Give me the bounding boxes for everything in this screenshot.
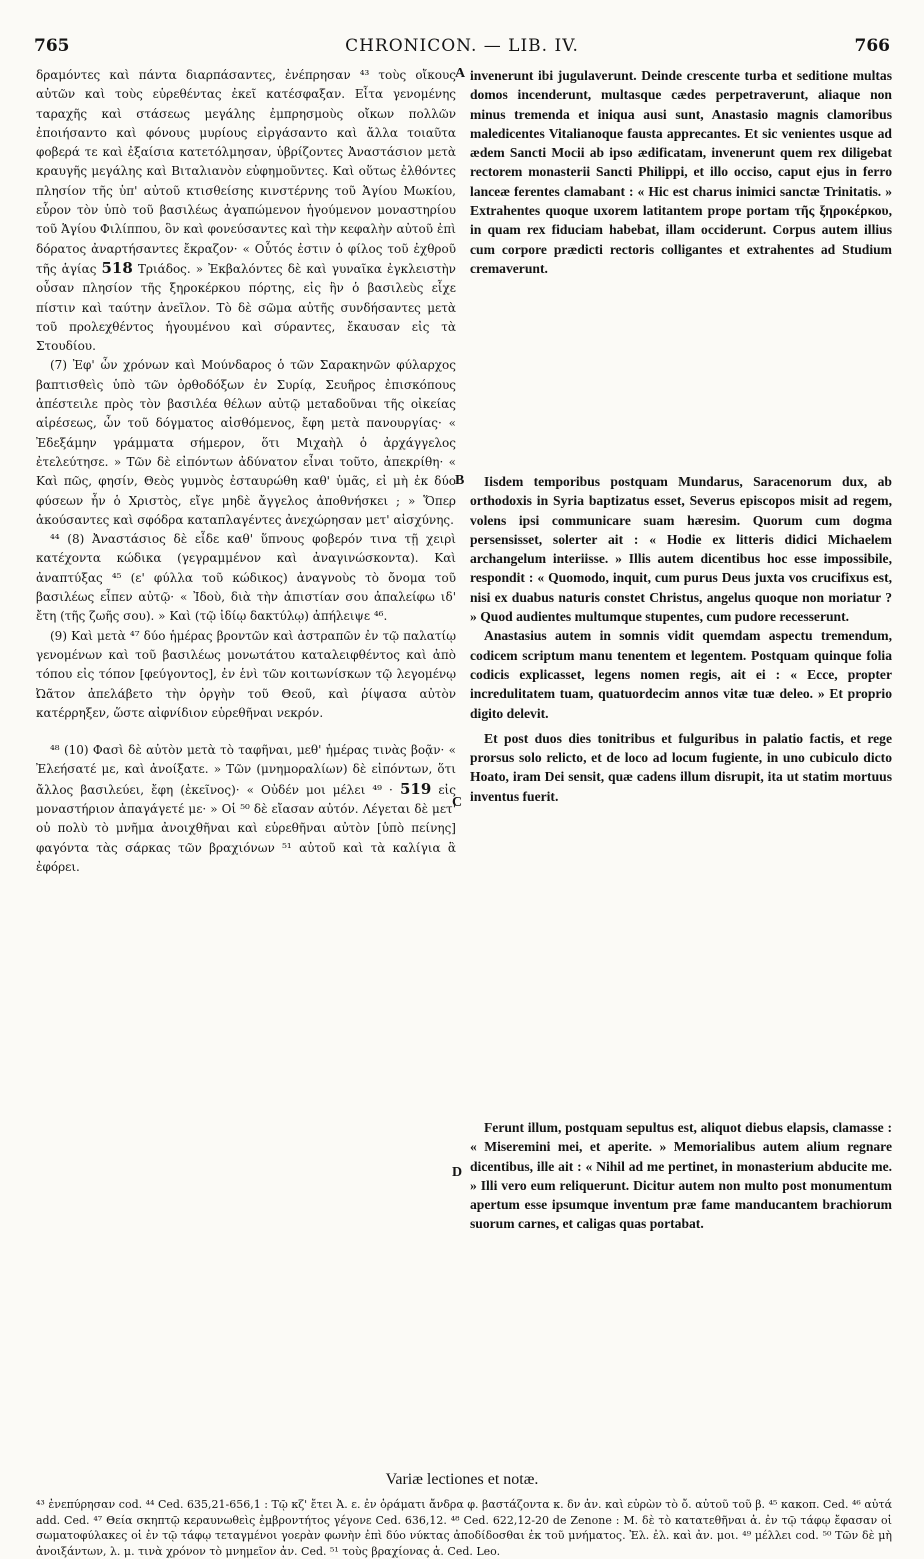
latin-paragraph-2: Iisdem temporibus postquam Mundarus, Saracenorum dux, ab orthodoxis in Syria baptizatus esset, Severus episcopos misit ad regem, volens ipsi communicare suam hæresim. Quorum cum dogma persensisset, solerter ait : « Hodie ex litteris didici Michaelem archangelum interiisse. » Illis autem dicentibus hoc esse impossibile, respondit : « Quomodo, inquit, cum purus Deus juxta vos crucifixus est, nisi ex duabus naturis constet Christus, angelus quoque non moriatur ? » Quod audientes multumque stupentes, cum pudore recesserunt. bbox=[470, 474, 892, 625]
marker-d: D bbox=[452, 1165, 463, 1180]
greek-paragraph-9: (9) Καὶ μετὰ ⁴⁷ δύο ἡμέρας βροντῶν καὶ ἀστραπῶν ἐν τῷ παλατίῳ γενομένων καὶ τοῦ βασιλέως μονωτάτου καταλειφθέντος καὶ ἀπὸ τόπου εἰς τόπον [φεύγοντος], ἐν ἑνὶ τῶν κοιτωνίσκων τῷ λεγομένῳ Ὠᾶτον ἀπελάβετο τὴν ὀργὴν τοῦ Θεοῦ, καὶ ῥίψασα αὐτὸν κατέρρηξεν, ὥστε αἰφνίδιον εὑρεθῆναι νεκρόν. bbox=[36, 628, 456, 720]
latin-column-2 bbox=[470, 472, 892, 806]
variae-lectiones-title: Variæ lectiones et notæ. bbox=[385, 1471, 539, 1488]
notes-text: ⁴³ ἐνεπύρησαν cod. ⁴⁴ Ced. 635,21-656,1 : Τῷ κζ' ἔτει Ἀ. ε. ἐν ὁράματι ἄνδρα φ. βαστάζοντα κ. δν ἀν. καὶ εὑρὼν τὸ ὄ. αὐτοῦ τοῦ β. ⁴⁵ κακοπ. Ced. ⁴⁶ αὐτά add. Ced. ⁴⁷ Θεία σκηπτῷ κεραυνωθεὶς ἐμβροντήτος γέγονε Ced. 636,12. ⁴⁸ Ced. 622,12-20 de Zenone : Μ. δὲ τὸ κατατεθῆναι ἀ. ἐν τῷ τάφῳ ἔφασαν οἱ σωματοφύλακες οἱ ἐν τῷ τάφῳ τεταγμένοι γοερὰν φωνὴν ἐπὶ δύο νύκτας ἀποδίδοσθαι ἐκ τοῦ μνήματος. Ἐλ. ἐλ. καὶ ἀν. μοι. ⁴⁹ μέλλει cod. ⁵⁰ Τῶν δὲ μὴ ἀνοιξάντων, λ. μ. τινὰ χρόνον τὸ μνημεῖον ἀν. Ced. ⁵¹ τοὺς βραχίονας ἀ. Ced. Leo. bbox=[36, 1498, 892, 1558]
latin-paragraph-4: Et post duos dies tonitribus et fulguribus in palatio factis, et rege prorsus solo relicto, et de loco ad locum fugiente, in uno cubiculo dicto Hoato, iram Dei sensit, quæ cadens illum disrupit, ita ut statim mortuus inventus fuerit. bbox=[470, 730, 892, 804]
latin-paragraph-1: invenerunt ibi jugulaverunt. Deinde crescente turba et seditione multas domos incenderunt, multasque cædes perpetraverunt, aliaque non minus tremenda et iniqua ausi sunt, Anastasio magnis clamoribus maledicentes Vitalianoque fausta apprecantes. Et sic venientes usque ad ædem Sancti Mocii ab ipso ædificatam, invenerunt quem rex diligebat rectorem monasterii Sancti Philippi, et illo occiso, caput ejus in ferro lanceæ ferentes clamabant : « Hic est charus inimici sanctæ Trinitatis. » Extrahentes quoque uxorem latitantem prope portam τῆς ξηροκέρκου, in quam rex fiduciam habebat, illam occiderunt. Corpus autem illius cum corpore prædicti rectoris colligantes et extrahentes ad Studium cremaverunt. bbox=[470, 68, 892, 276]
greek-page-ref-519: 519 bbox=[399, 779, 432, 798]
marker-b: B bbox=[455, 473, 465, 488]
greek-page-ref-518: 518 bbox=[101, 258, 133, 277]
marker-c: C bbox=[452, 795, 463, 810]
greek-paragraph-1: δραμόντες καὶ πάντα διαρπάσαντες, ἐνέπρησαν ⁴³ τοὺς οἴκους αὐτῶν καὶ τοὺς εὑρεθέντας ἐκεῖ κατέσφαξαν. Εἶτα γενομένης ταραχῆς καὶ στάσεως μεγάλης ἐμπρησμοὺς οἴκων πολλῶν ἐποιήσαντο καὶ φόνους μυρίους εἰργάσαντο καὶ ἄλλα τοιαῦτα φοβερά τε καὶ ἐξαίσια κατετόλμησαν, ὑβρίζοντες Ἀναστάσιον μετὰ κραυγῆς μεγάλης καὶ Βιταλιανὸν εὐφημοῦντες. Καὶ οὕτως ἐλθόντες πλησίον τῆς ὑπ' αὐτοῦ κτισθείσης κινστέρνης τοῦ Ἁγίου Μωκίου, εὗρον τὸν ὑπὸ τοῦ βασιλέως ἀγαπώμενον ἡγούμενον μοναστηρίου τοῦ Ἁγίου Φιλίππου, ὃν καὶ φονεύσαντες καὶ τὴν κεφαλὴν αὐτοῦ ἐπὶ δόρατος ἀναρτήσαντες ἔκραζον· « Οὗτός ἐστιν ὁ φίλος τοῦ ἐχθροῦ τῆς ἁγίας 518 Τριάδος. » Ἐκβαλόντες δὲ καὶ γυναῖκα ἐγκλειστὴν οὖσαν πλησίον τῆς ξηροκέρκου πόρτης, εἰς ἣν ὁ βασιλεὺς εἶχε πίστιν καὶ ταύτην ἀνεῖλον. Τὸ δὲ σῶμα αὐτῆς συνδήσαντες μετὰ τοῦ προλεχθέντος ἡγουμένου καὶ σύραντες, ἔκαυσαν εἰς τὰ Στουδίου. bbox=[36, 68, 456, 354]
latin-paragraph-5: Ferunt illum, postquam sepultus est, aliquot diebus elapsis, clamasse : « Miseremini mei, et aperite. » Memorialibus autem alium regnare dicentibus, ille ait : « Nihil ad me pertinet, in monasterium abducite me. » Illi vero eum reliquerunt. Dicitur autem non multo post monumentum apertum esse ipsumque inventum præ fame manducantem brachiorum suorum carnes, et caligas quas portabat. bbox=[470, 1120, 892, 1232]
greek-paragraph-8: ⁴⁴ (8) Ἀναστάσιος δὲ εἶδε καθ' ὕπνους φοβερόν τινα τῇ χειρὶ κατέχοντα κώδικα (γεγραμμένον καὶ ἀναγινώσκοντα). Καὶ ἀναπτύξας ⁴⁵ (ε' φύλλα τοῦ κώδικος) ἀναγνοὺς τὸ ὄνομα τοῦ βασιλέως εἶπεν αὐτῷ· « Ἰδοὺ, διὰ τὴν ἀπιστίαν σου ἀπαλείφω ιδ' ἔτη (τῆς ζωῆς σου). » Καὶ (τῷ ἰδίῳ δακτύλῳ) ἀπήλειψε ⁴⁶. bbox=[36, 532, 456, 624]
running-header bbox=[34, 36, 890, 62]
greek-paragraph-10: ⁴⁸ (10) Φασὶ δὲ αὐτὸν μετὰ τὸ ταφῆναι, μεθ' ἡμέρας τινὰς βοᾷν· « Ἐλεήσατέ με, καὶ ἀνοίξατε. » Τῶν (μνημοραλίων) δὲ εἰπόντων, ὅτι ἄλλος βασιλεύει, ἔφη (ἐκεῖνος)· « Οὐδέν μοι μέλει ⁴⁹ · 519 εἰς μοναστήριον ἀπαγάγετέ με· » Οἱ ⁵⁰ δὲ εἴασαν αὐτόν. Λέγεται δὲ μετ' οὐ πολὺ τὸ μνῆμα ἀνοιχθῆναι καὶ εὑρεθῆναι αὐτὸν [ὑπὸ πείνης] φαγόντα τὰς σάρκας τῶν βραχιόνων ⁵¹ αὐτοῦ καὶ τὰ καλίγια ἃ ἐφόρει. bbox=[36, 743, 456, 874]
latin-column bbox=[470, 66, 892, 278]
variae-lectiones-notes bbox=[36, 1497, 892, 1559]
left-page-number: 765 bbox=[34, 36, 70, 56]
running-title: CHRONICON. — LIB. IV. bbox=[345, 36, 579, 56]
marker-a: A bbox=[455, 66, 466, 81]
right-page-number: 766 bbox=[854, 36, 890, 56]
latin-column-3 bbox=[470, 1118, 892, 1234]
greek-column bbox=[36, 66, 456, 877]
greek-paragraph-7: (7) Ἐφ' ὧν χρόνων καὶ Μούνδαρος ὁ τῶν Σαρακηνῶν φύλαρχος βαπτισθεὶς ὑπὸ τῶν ὀρθοδόξων ἐν Συρίᾳ, Σευῆρος ἐπισκόπους ἀπέστειλε πρὸς τὸν βασιλέα θέλων αὐτῷ μεταδοῦναι τῆς οἰκείας αἱρέσεως, ὧν τοῦ δόγματος αἰσθόμενος, ἔφη μετὰ πανουργίας· « Ἐδεξάμην γράμματα σήμερον, ὅτι Μιχαὴλ ὁ ἀρχάγγελος ἐτελεύτησε. » Τῶν δὲ εἰπόντων ἀδύνατον εἶναι τοῦτο, ἀπεκρίθη· « Καὶ πῶς, φησίν, Θεὸς γυμνὸς ἐσταυρώθη καθ' ὑμᾶς, εἰ μὴ ἐκ δύο φύσεων ἦν ὁ Χριστὸς, εἴγε μηδὲ ἄγγελος ἀποθνήσκει ; » Ὅπερ ἀκούσαντες καὶ σφόδρα καταπλαγέντες ἀνεχώρησαν μετ' αἰσχύνης. bbox=[36, 358, 456, 527]
latin-paragraph-3: Anastasius autem in somnis vidit quemdam aspectu tremendum, codicem scriptum manu tenentem et legentem. Postquam quinque folia codicis explicasset, legens nomen regis, ait ei : « Ecce, propter incredulitatem tuam, quatuordecim annos vitæ tuæ deleo. » Et proprio digito delevit. bbox=[470, 628, 892, 721]
